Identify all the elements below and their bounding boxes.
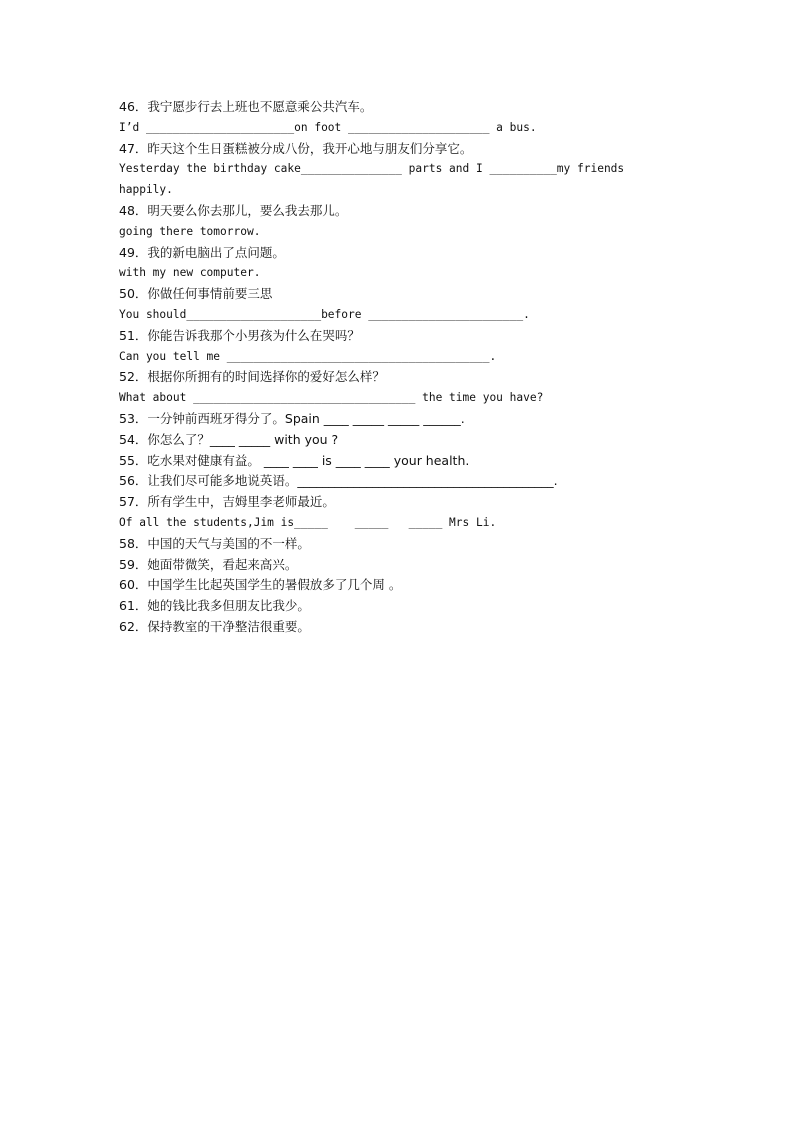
- question-56: 56．让我们尽可能多地说英语。_________________________________________.: [119, 473, 558, 489]
- question-54: 54．你怎么了？____ _____ with you ?: [119, 431, 339, 447]
- question-49-english: with my new computer.: [119, 266, 261, 280]
- question-62: 62．保持教室的干净整洁很重要。: [119, 618, 310, 634]
- worksheet-page: [119, 97, 679, 638]
- question-51-english: Can you tell me _______________________________________.: [119, 349, 497, 363]
- question-51-chinese: 51．你能告诉我那个小男孩为什么在哭吗？: [119, 327, 360, 343]
- question-52-english: What about _________________________________ the time you have?: [119, 391, 544, 405]
- question-50-chinese: 50．你做任何事情前要三思: [119, 286, 273, 302]
- question-59: 59．她面带微笑，看起来高兴。: [119, 556, 298, 572]
- question-46-english: I’d ______________________on foot _____________________ a bus.: [119, 120, 537, 134]
- question-53: 53．一分钟前西班牙得分了。Spain ____ _____ _____ ______.: [119, 410, 465, 426]
- question-46-chinese: 46．我宁愿步行去上班也不愿意乘公共汽车。: [119, 99, 373, 114]
- question-57-chinese: 57．所有学生中，吉姆里李老师最近。: [119, 494, 335, 510]
- question-50-english: You should____________________before _______________________.: [119, 307, 530, 321]
- question-57-english: Of all the students,Jim is_____ _____ _____ Mrs Li.: [119, 515, 497, 529]
- question-49-chinese: 49．我的新电脑出了点问题。: [119, 244, 285, 260]
- question-61: 61．她的钱比我多但朋友比我少。: [119, 598, 310, 614]
- question-47-english: Yesterday the birthday cake_______________ parts and I __________my friends: [119, 162, 625, 176]
- question-60: 60．中国学生比起英国学生的暑假放多了几个周 。: [119, 577, 402, 593]
- question-48-english: going there tomorrow.: [119, 224, 261, 238]
- question-47-english-cont: happily.: [119, 183, 173, 197]
- question-47-chinese: 47．昨天这个生日蛋糕被分成八份，我开心地与朋友们分享它。: [119, 140, 473, 156]
- question-48-chinese: 48．明天要么你去那儿，要么我去那儿。: [119, 202, 348, 218]
- question-55: 55．吃水果对健康有益。 ____ ____ is ____ ____ your health.: [119, 452, 470, 468]
- question-52-chinese: 52．根据你所拥有的时间选择你的爱好怎么样？: [119, 369, 385, 385]
- question-58: 58．中国的天气与美国的不一样。: [119, 535, 310, 551]
